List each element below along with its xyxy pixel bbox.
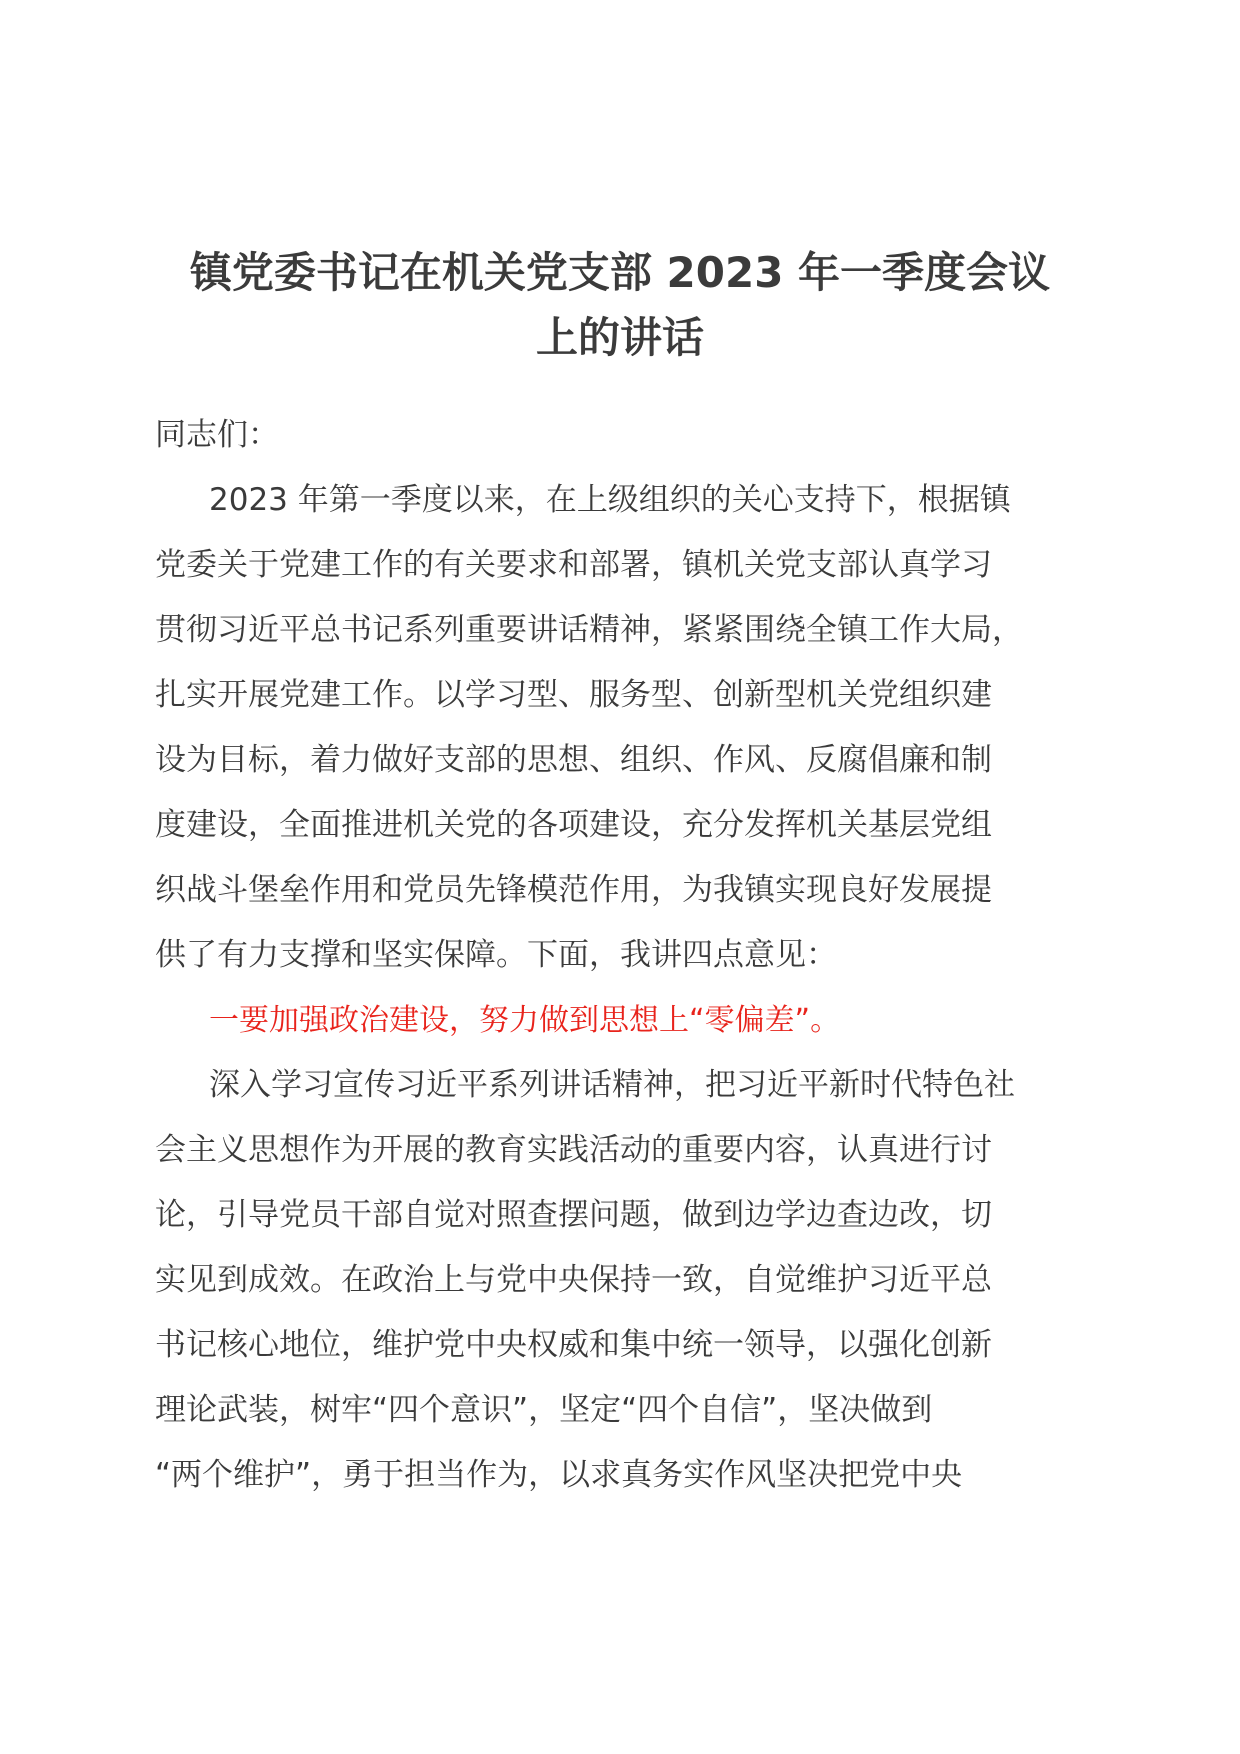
section-heading [155,988,1085,1053]
document-body [155,403,1085,1508]
title-line: 镇党委书记在机关党支部 2023 年一季度会议 [189,248,1051,297]
paragraph-line: 度建设，全面推进机关党的各项建设，充分发挥机关基层党组 [155,807,992,843]
paragraph-line: 理论武装，树牢“四个意识”，坚定“四个自信”，坚决做到 [155,1392,933,1428]
title-line: 上的讲话 [535,313,704,362]
paragraph-line: 党委关于党建工作的有关要求和部署，镇机关党支部认真学习 [155,547,992,583]
paragraph-line: 论，引导党员干部自觉对照查摆问题，做到边学边查边改，切 [155,1197,992,1233]
paragraph-line: 实见到成效。在政治上与党中央保持一致，自觉维护习近平总 [155,1262,992,1298]
paragraph-line: 会主义思想作为开展的教育实践活动的重要内容，认真进行讨 [155,1132,992,1168]
paragraph-line: 设为目标，着力做好支部的思想、组织、作风、反腐倡廉和制 [155,742,992,778]
section-heading-text: 一要加强政治建设，努力做到思想上“零偏差”。 [209,1003,841,1038]
paragraph-line: 供了有力支撑和坚实保障。下面，我讲四点意见： [155,937,837,973]
document-title [140,240,1100,370]
paragraph-line: 2023 年第一季度以来，在上级组织的关心支持下，根据镇 [209,482,1011,518]
section-paragraph [155,1053,1085,1508]
paragraph-line: 深入学习宣传习近平系列讲话精神，把习近平新时代特色社 [209,1067,1015,1103]
paragraph-line: 书记核心地位，维护党中央权威和集中统一领导，以强化创新 [155,1327,992,1363]
paragraph-line: 贯彻习近平总书记系列重要讲话精神，紧紧围绕全镇工作大局， [155,612,1023,648]
paragraph-line: 扎实开展党建工作。以学习型、服务型、创新型机关党组织建 [155,677,992,713]
intro-paragraph [155,468,1085,988]
paragraph-line: “两个维护”，勇于担当作为，以求真务实作风坚决把党中央 [155,1457,963,1493]
salutation: 同志们： [155,417,279,453]
paragraph-line: 织战斗堡垒作用和党员先锋模范作用，为我镇实现良好发展提 [155,872,992,908]
